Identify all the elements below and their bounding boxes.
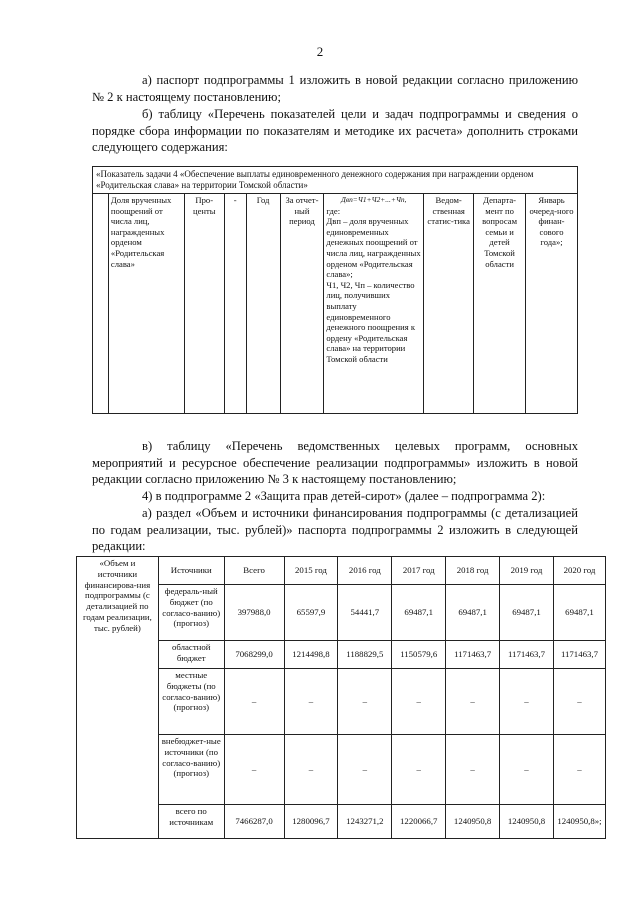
indicator-cell-number xyxy=(93,194,109,414)
cell-2020: 69487,1 xyxy=(553,585,605,641)
indicator-table xyxy=(92,166,578,414)
cell-2017: 1150579,6 xyxy=(392,641,446,669)
cell-2019: – xyxy=(500,669,554,735)
indicator-method-text: где: Двп – доля врученных единовременных денежных поощрений от числа лиц, награжденных орденом «Родительская слава»; Ч1, Ч2, Чп – количество лиц, получивших выплату единовременного денежного поощрения к ордену «Родительская слава» на территории Томской области xyxy=(326,205,421,364)
paragraph-a: а) паспорт подпрограммы 1 изложить в новой редакции согласно приложению № 2 к настоящему постановлению; xyxy=(92,73,578,104)
indicator-unit-cell: Про-центы xyxy=(184,194,224,414)
indicator-table-header: «Показатель задачи 4 «Обеспечение выплаты единовременного денежного содержания при награждении орденом «Родительская слава» на территории Томской области» xyxy=(93,167,578,194)
cell-2015: – xyxy=(284,735,338,805)
finance-label: «Объем и источники финансирова-ния подпрограммы (с детализацией по годам реализации, тыс. рублей) xyxy=(77,557,159,839)
indicator-dash-cell: - xyxy=(224,194,246,414)
header-2017: 2017 год xyxy=(392,557,446,585)
indicator-periodicity-cell: Год xyxy=(246,194,280,414)
header-sources: Источники xyxy=(158,557,224,585)
cell-2019: 69487,1 xyxy=(500,585,554,641)
header-total: Всего xyxy=(224,557,284,585)
cell-2018: – xyxy=(446,669,500,735)
cell-2018: 69487,1 xyxy=(446,585,500,641)
row-source: местные бюджеты (по согласо-ванию) (прогноз) xyxy=(158,669,224,735)
cell-2016: 1188829,5 xyxy=(338,641,392,669)
finance-table xyxy=(76,556,606,839)
cell-total: – xyxy=(224,669,284,735)
cell-2015: 65597,9 xyxy=(284,585,338,641)
header-2020: 2020 год xyxy=(553,557,605,585)
cell-2020: 1240950,8»; xyxy=(553,805,605,839)
indicator-responsible-cell: Департа-мент по вопросам семьи и детей Томской области xyxy=(474,194,526,414)
cell-total: 397988,0 xyxy=(224,585,284,641)
row-source: всего по источникам xyxy=(158,805,224,839)
cell-total: 7068299,0 xyxy=(224,641,284,669)
row-source: областной бюджет xyxy=(158,641,224,669)
cell-2016: – xyxy=(338,669,392,735)
cell-2018: 1240950,8 xyxy=(446,805,500,839)
cell-total: 7466287,0 xyxy=(224,805,284,839)
header-2019: 2019 год xyxy=(500,557,554,585)
cell-2017: – xyxy=(392,735,446,805)
cell-2015: 1280096,7 xyxy=(284,805,338,839)
header-2015: 2015 год xyxy=(284,557,338,585)
cell-2017: – xyxy=(392,669,446,735)
cell-2018: – xyxy=(446,735,500,805)
indicator-method-cell xyxy=(324,194,424,414)
cell-2019: 1240950,8 xyxy=(500,805,554,839)
cell-total: – xyxy=(224,735,284,805)
cell-2015: 1214498,8 xyxy=(284,641,338,669)
row-source: внебюджет-ные источники (по согласо-ванию) (прогноз) xyxy=(158,735,224,805)
header-2016: 2016 год xyxy=(338,557,392,585)
cell-2015: – xyxy=(284,669,338,735)
cell-2016: – xyxy=(338,735,392,805)
cell-2017: 1220066,7 xyxy=(392,805,446,839)
paragraph-v: в) таблицу «Перечень ведомственных целевых программ, основных мероприятий и ресурсное обеспечение реализации подпрограммы» изложить в новой редакции согласно приложению № 3 к настоящему постановлению; xyxy=(92,439,578,487)
header-2018: 2018 год xyxy=(446,557,500,585)
cell-2016: 54441,7 xyxy=(338,585,392,641)
row-source: федераль-ный бюджет (по согласо-ванию) (прогноз) xyxy=(158,585,224,641)
cell-2017: 69487,1 xyxy=(392,585,446,641)
cell-2019: 1171463,7 xyxy=(500,641,554,669)
page-number: 2 xyxy=(316,44,324,59)
indicator-deadline-cell: Январь очеред-ного финан-сового года»; xyxy=(526,194,578,414)
paragraph-b: б) таблицу «Перечень показателей цели и задач подпрограммы и сведения о порядке сбора информации по показателям и методике их расчета» дополнить строками следующего содержания: xyxy=(92,107,578,155)
cell-2020: – xyxy=(553,735,605,805)
cell-2016: 1243271,2 xyxy=(338,805,392,839)
cell-2020: – xyxy=(553,669,605,735)
cell-2019: – xyxy=(500,735,554,805)
cell-2020: 1171463,7 xyxy=(553,641,605,669)
indicator-source-cell: Ведом-ственная статис-тика xyxy=(424,194,474,414)
indicator-formula: Двп=Ч1+Ч2+...+Чп, xyxy=(341,195,407,204)
paragraph-4: 4) в подпрограмме 2 «Защита прав детей-сирот» (далее – подпрограмма 2): xyxy=(142,489,546,503)
indicator-period-cell: За отчет-ный период xyxy=(280,194,324,414)
cell-2018: 1171463,7 xyxy=(446,641,500,669)
indicator-name-cell: Доля врученных поощрений от числа лиц, награжденных орденом «Родительская слава» xyxy=(108,194,184,414)
paragraph-4a: а) раздел «Объем и источники финансирования подпрограммы (с детализацией по годам реализации, тыс. рублей)» паспорта подпрограммы 2 изложить в следующей редакции: xyxy=(92,506,578,554)
